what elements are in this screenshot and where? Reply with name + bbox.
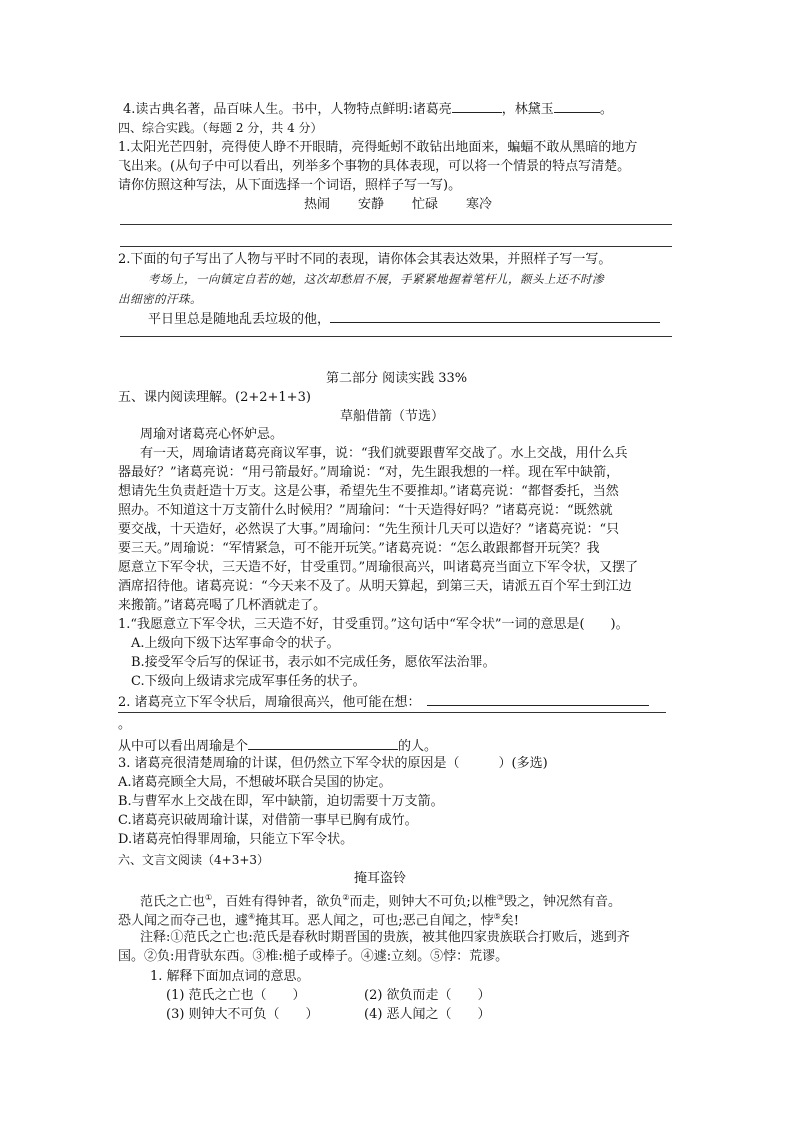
answer-line[interactable]	[120, 246, 672, 247]
reading-q3-option-b[interactable]: B.与曹军水上交战在即，军中缺箭，迫切需要十万支箭。	[118, 794, 444, 809]
sec4-q1-line1: 1.太阳光芒四射，亮得使人睁不开眼睛，亮得蚯蚓不敢钻出地面来，蝙蝠不敢从黑暗的地方	[118, 140, 638, 155]
answer-blank[interactable]	[248, 736, 398, 750]
q4-text-before: 4.读古典名著，品百味人生。书中，人物特点鲜明:诸葛亮	[123, 102, 452, 117]
reading-q1-option-a[interactable]: A.上级向下级下达军事命令的状子。	[131, 636, 340, 651]
answer-blank[interactable]	[330, 309, 660, 323]
passage-line: 照办。不知道这十万支箭什么时候用？”周瑜问：“十天造得好吗？”诸葛亮说：“既然就	[118, 503, 613, 518]
notes-line2: 国。②负:用背驮东西。③椎:槌子或棒子。④遽:立刻。⑤悖：荒谬。	[118, 949, 509, 964]
classical-text: ，百姓有得钟者，欲负	[212, 894, 343, 910]
answer-line[interactable]	[120, 336, 672, 337]
passage-line: 来搬箭。”诸葛亮喝了几杯酒就走了。	[118, 598, 327, 613]
explain-item-1[interactable]: (1) 范氏之亡也（ ）	[166, 988, 306, 1003]
explain-question-stem: 1. 解释下面加点词的意思。	[150, 969, 310, 984]
section-5-heading: 五、课内阅读理解。(2+2+1+3)	[118, 390, 311, 405]
passage-line: 要交战，十天造好，必然误了大事。”周瑜问：“先生预计几天可以造好？”诸葛亮说：“只	[118, 522, 620, 537]
reading-q3-option-d[interactable]: D.诸葛亮怕得罪周瑜，只能立下军令状。	[118, 832, 354, 847]
sec4-q1-line2: 飞出来。(从句子中可以看出，列举多个事物的具体表现，可以将一个情景的特点写清楚。	[118, 159, 631, 174]
sec4-q2-example-line1: 考场上，一向镇定自若的她，这次却愁眉不展，手紧紧地握着笔杆儿，额头上还不时渗	[148, 272, 604, 286]
passage-line: 愿意立下军令状，三天造不好，甘受重罚。”周瑜很高兴，叫诸葛亮当面立下军令状，又摆了	[118, 560, 639, 575]
reading-q1-option-c[interactable]: C.下级向上级请求完成军事任务的状子。	[131, 674, 366, 689]
section-4-heading: 四、综合实践。（每题 2 分，共 4 分）	[118, 121, 323, 135]
reading-q3-option-a[interactable]: A.诸葛亮顾全大局，不想破坏联合吴国的协定。	[118, 775, 392, 790]
answer-line[interactable]	[118, 712, 666, 713]
answer-line[interactable]	[120, 224, 672, 225]
classical-text: 掩其耳。恶人闻之，可也;恶己自闻之，悖	[255, 913, 494, 929]
classical-text: 范氏之亡也	[140, 894, 206, 910]
explain-item-4[interactable]: (4) 恶人闻之（ ）	[364, 1007, 491, 1022]
word-choice: 寒冷	[466, 197, 493, 212]
section-6-heading: 六、文言文阅读（4+3+3）	[118, 853, 270, 867]
sec4-q2-line1: 2.下面的句子写出了人物与平时不同的表现，请你体会其表达效果，并照样子写一写。	[118, 252, 612, 267]
sec4-q2-prompt	[148, 309, 660, 329]
note-marker: ①	[205, 893, 213, 902]
question-4	[123, 99, 613, 119]
note-marker: ⑤	[493, 912, 501, 921]
sec4-q1-line3: 请你仿照这种写法，从下面选择一个词语，照样子写一写)。	[118, 178, 462, 193]
q4-text-end: 。	[599, 102, 613, 117]
reading-q3-option-c[interactable]: C.诸葛亮识破周瑜计谋，对借箭一事早已胸有成竹。	[118, 813, 418, 828]
passage-title: 草船借箭（节选）	[340, 409, 445, 424]
passage-line: 器最好？”诸葛亮说：“用弓箭最好。”周瑜说：“对，先生跟我想的一样。现在军中缺箭，	[118, 465, 620, 480]
reading-q2-stem: 2. 诸葛亮立下军令状后，周瑜很高兴，他可能在想：	[118, 695, 421, 710]
classical-line2	[118, 908, 519, 930]
word-choice: 安静	[358, 197, 385, 212]
passage-line: 酒席招待他。诸葛亮说：“今天来不及了。从明天算起，到第三天，请派五百个军士到江边	[118, 579, 632, 594]
classical-text: 毁之，钟况然有音。	[503, 894, 621, 910]
reading-q2-follow	[118, 736, 437, 756]
word-choice: 忙碌	[412, 197, 439, 212]
sec4-q2-example-line2: 出细密的汗珠。	[118, 292, 202, 306]
follow-text-after: 的人。	[398, 739, 438, 754]
prompt-text: 平日里总是随地乱丢垃圾的他，	[148, 312, 331, 327]
explain-item-3[interactable]: (3) 则钟大不可负（ ）	[166, 1007, 319, 1022]
classical-text: 恐人闻之而夺己也，遽	[118, 913, 249, 929]
passage-line: 有一天，周瑜请诸葛亮商议军事，说：“我们就要跟曹军交战了。水上交战，用什么兵	[140, 446, 628, 461]
note-marker: ③	[496, 893, 504, 902]
note-marker: ④	[248, 912, 256, 921]
classical-text: 矣!	[500, 913, 519, 929]
word-choices	[290, 196, 506, 214]
reading-q3-stem: 3. 诸葛亮很清楚周瑜的计谋，但仍然立下军令状的原因是（ ）(多选)	[118, 756, 548, 771]
note-marker: ②	[342, 893, 350, 902]
q4-text-mid: ，林黛玉	[501, 102, 554, 117]
follow-text-before: 从中可以看出周瑜是个	[118, 739, 249, 754]
explain-item-2[interactable]: (2) 欲负而走（ ）	[364, 988, 491, 1003]
classical-text: 而走，则钟大不可负;以椎	[349, 894, 497, 910]
answer-blank[interactable]	[427, 692, 649, 706]
passage-line: 想请先生负责赶造十万支。这是公事，希望先生不要推却。”诸葛亮说：“都督委托，当然	[118, 484, 619, 499]
reading-q1-option-b[interactable]: B.接受军令后写的保证书，表示如不完成任务，愿依军法治罪。	[131, 655, 496, 670]
q4-blank-zhuge[interactable]	[452, 99, 502, 113]
notes-line1: 注释:①范氏之亡也:范氏是春秋时期晋国的贵族，被其他四家贵族联合打败后，逃到齐	[140, 930, 630, 945]
reading-q2	[118, 692, 649, 712]
passage-paragraph: 周瑜对诸葛亮心怀妒忌。	[140, 427, 284, 442]
part-2-title: 第二部分 阅读实践 33%	[326, 371, 468, 386]
classical-title: 掩耳盗铃	[354, 871, 407, 886]
passage-line: 要三天。”周瑜说：“军情紧急，可不能开玩笑。”诸葛亮说：“怎么敢跟都督开玩笑？我	[118, 541, 600, 556]
word-choice: 热闹	[304, 197, 331, 212]
reading-q2-period: 。	[118, 717, 132, 732]
reading-q1-stem: 1.“我愿意立下军令状，三天造不好，甘受重罚。”这句话中“军令状”一词的意思是( )。	[118, 617, 629, 632]
q4-blank-lin[interactable]	[554, 99, 600, 113]
